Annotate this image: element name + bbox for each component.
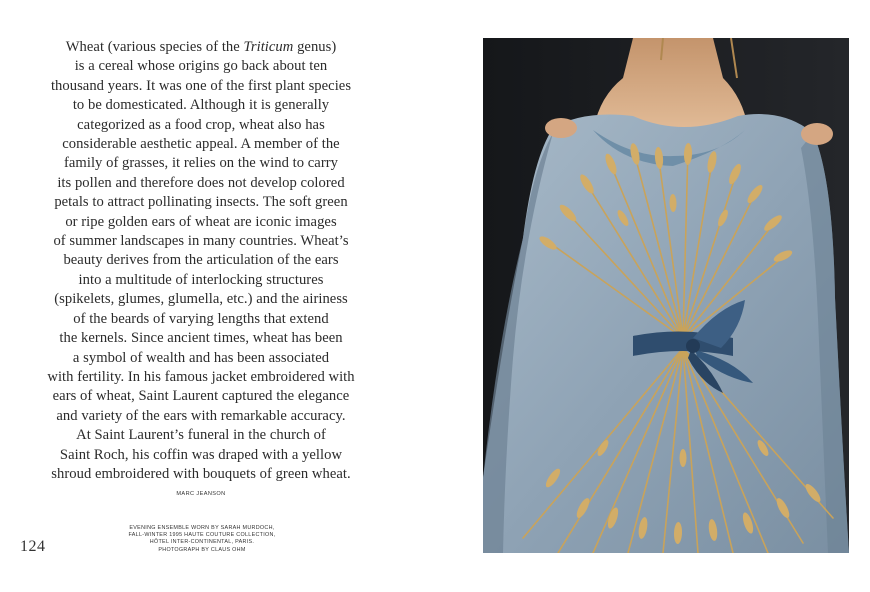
body-line: categorized as a food crop, wheat also has xyxy=(77,116,325,133)
body-line: or ripe golden ears of wheat are iconic images xyxy=(65,213,337,230)
body-line: ears of wheat, Saint Laurent captured the elegance xyxy=(52,388,350,405)
body-line: (spikelets, glumes, glumella, etc.) and the airiness xyxy=(54,291,348,308)
body-line: the kernels. Since ancient times, wheat has been xyxy=(59,330,343,347)
body-line: shroud embroidered with bouquets of green wheat. xyxy=(51,465,351,482)
body-text xyxy=(24,38,378,484)
model-hand-right xyxy=(801,123,833,145)
body-line: into a multitude of interlocking structures xyxy=(78,271,324,288)
fashion-photograph xyxy=(483,38,849,553)
body-line: At Saint Laurent’s funeral in the church of xyxy=(76,427,326,444)
body-line: a symbol of wealth and has been associated xyxy=(72,349,330,366)
body-line: Wheat (various species of the Triticum genus) xyxy=(65,39,337,55)
photo-caption xyxy=(112,525,292,554)
body-line: and variety of the ears with remarkable accuracy. xyxy=(56,407,346,424)
body-line: petals to attract pollinating insects. The soft green xyxy=(54,194,348,211)
body-line: beauty derives from the articulation of the ears xyxy=(63,252,339,269)
caption-line: EVENING ENSEMBLE WORN BY SARAH MURDOCH, xyxy=(129,525,275,531)
model-hand-left xyxy=(545,118,577,138)
body-line: Saint Roch, his coffin was draped with a yellow xyxy=(59,446,343,463)
body-line: its pollen and therefore does not develop colored xyxy=(57,174,345,191)
page-number: 124 xyxy=(20,538,46,555)
caption-line: PHOTOGRAPH BY CLAUS OHM xyxy=(158,546,246,553)
body-line: to be domesticated. Although it is generally xyxy=(72,97,330,114)
body-line: with fertility. In his famous jacket embroidered with xyxy=(47,368,355,385)
body-line: is a cereal whose origins go back about ten xyxy=(74,58,328,75)
body-line: family of grasses, it relies on the wind to carry xyxy=(64,155,338,172)
caption-line: FALL-WINTER 1995 HAUTE COUTURE COLLECTION, xyxy=(128,532,276,539)
author-credit: MARC JEANSON xyxy=(176,491,226,497)
body-line: considerable aesthetic appeal. A member of the xyxy=(62,136,340,153)
caption-line: HÔTEL INTER-CONTINENTAL, PARIS. xyxy=(149,539,255,546)
body-line: of the beards of varying lengths that extend xyxy=(73,310,329,327)
body-line: thousand years. It was one of the first plant species xyxy=(50,77,352,94)
body-line: of summer landscapes in many countries. Wheat’s xyxy=(53,233,349,250)
photo-illustration xyxy=(483,38,849,553)
